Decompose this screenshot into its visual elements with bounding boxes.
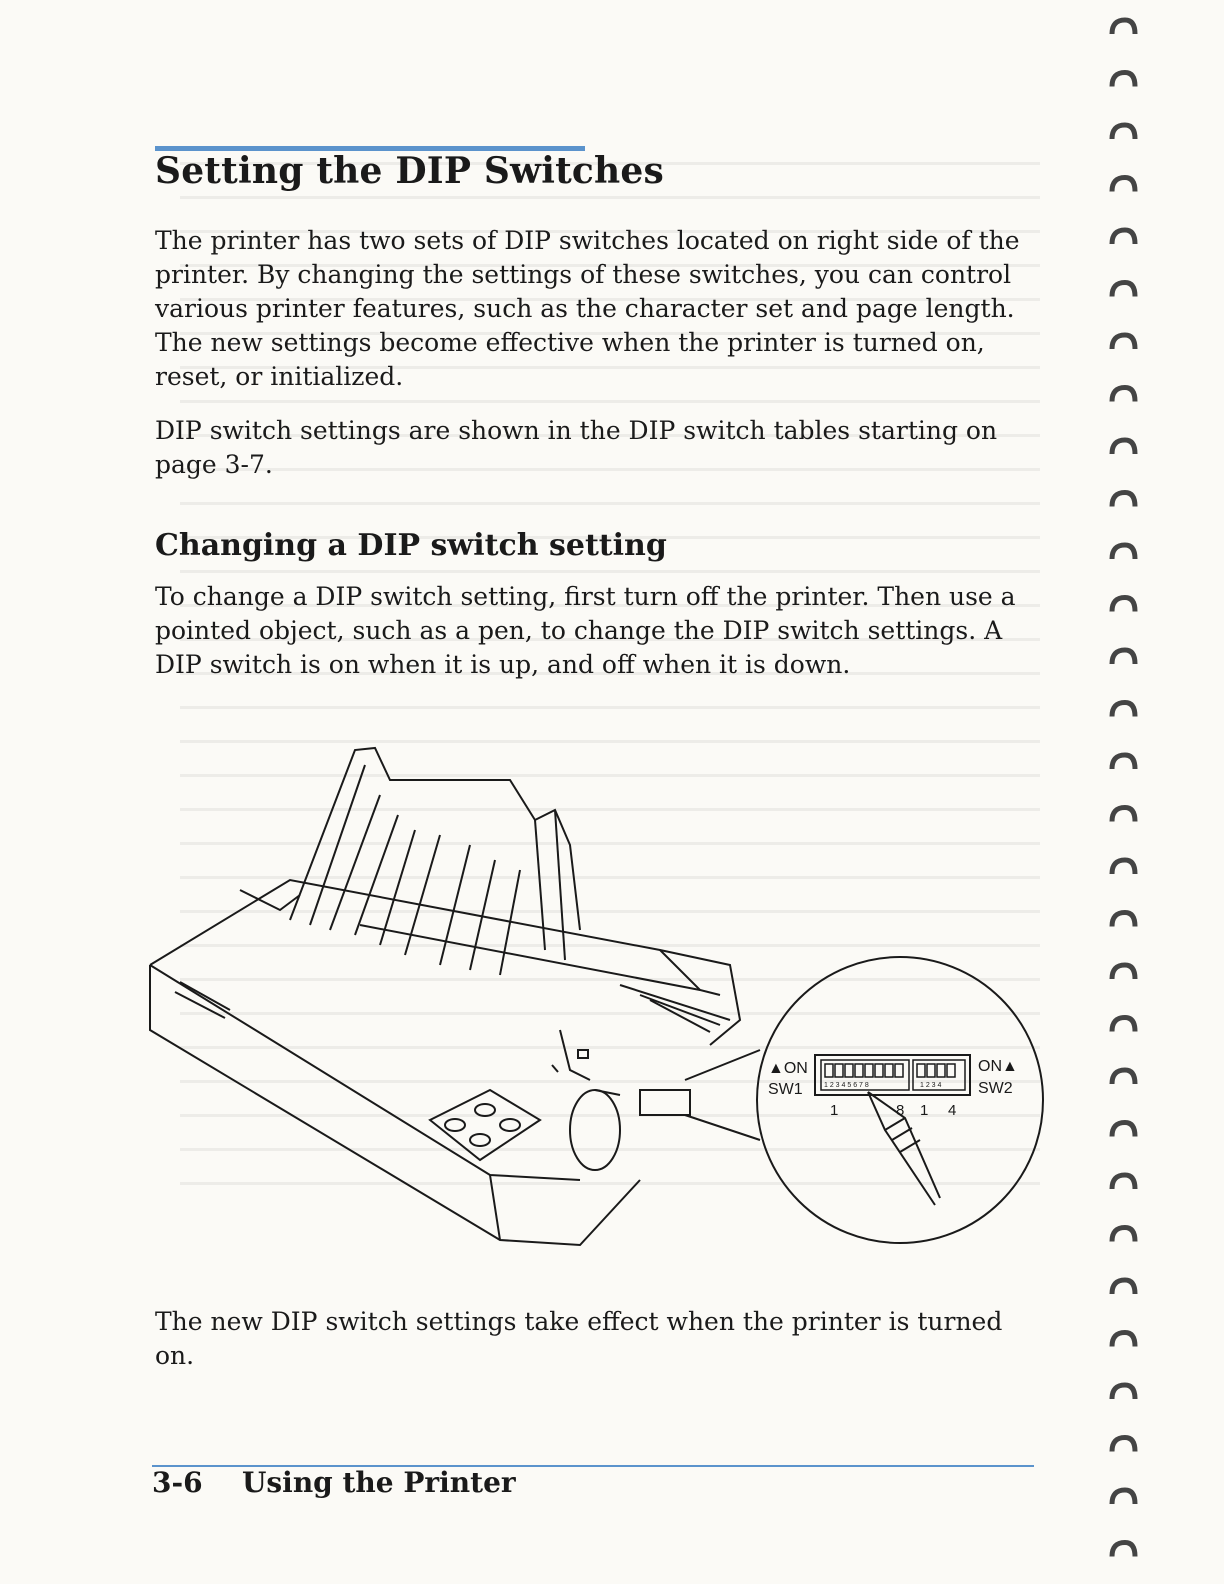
reference-paragraph: DIP switch settings are shown in the DIP switch tables starting on page 3-7. [155, 416, 998, 479]
binding-ring [1112, 1175, 1135, 1189]
sw1-first-number: 1 [830, 1102, 839, 1119]
binding-ring [1112, 20, 1135, 34]
binding-ring [1112, 1018, 1135, 1032]
binding-ring [1112, 125, 1135, 139]
binding-ring [1112, 965, 1135, 979]
binding-ring [1112, 230, 1135, 244]
binding-ring [1112, 283, 1135, 297]
magnified-view [757, 957, 1043, 1243]
binding-ring [1112, 1228, 1135, 1242]
page-number: 3-6 [152, 1466, 203, 1499]
callout-line-upper [685, 1050, 760, 1080]
printer-illustration [140, 720, 1060, 1280]
binding-ring [1112, 493, 1135, 507]
binding-ring [1112, 545, 1135, 559]
binding-ring [1112, 1280, 1135, 1294]
printer-body [150, 880, 740, 1245]
binding-ring [1112, 755, 1135, 769]
page-title: Setting the DIP Switches [155, 150, 664, 192]
instructions-paragraph: To change a DIP switch setting, first turn off the printer. Then use a pointed object, such as a pen, to change the DIP switch settings. A DIP switch is on when it is up, and off when it is down. [155, 582, 1016, 679]
sw1-on-label: ▲ON [768, 1060, 808, 1077]
sw2-last-number: 4 [948, 1102, 957, 1119]
section-heading: Changing a DIP switch setting [155, 528, 667, 563]
binding-ring [1112, 1123, 1135, 1137]
binding-ring [1112, 1333, 1135, 1347]
sw1-last-number: 8 [896, 1102, 905, 1119]
binding-ring [1112, 440, 1135, 454]
binding-ring [1112, 335, 1135, 349]
binding-ring [1112, 650, 1135, 664]
closing-paragraph: The new DIP switch settings take effect when the printer is turned on. [155, 1307, 1003, 1370]
binding-ring [1112, 388, 1135, 402]
sw1-label: SW1 [768, 1081, 803, 1098]
sw2-label: SW2 [978, 1080, 1013, 1097]
binding-ring [1112, 73, 1135, 87]
control-panel [430, 1090, 540, 1160]
binding-ring [1112, 808, 1135, 822]
dip-switch-access [640, 1090, 690, 1115]
binding-ring [1112, 1385, 1135, 1399]
binding-ring [1112, 1490, 1135, 1504]
binding-ring [1112, 178, 1135, 192]
callout-line-lower [685, 1115, 760, 1140]
binding-ring [1112, 703, 1135, 717]
binding-ring [1112, 860, 1135, 874]
section-title: Using the Printer [242, 1466, 516, 1499]
sw2-switch-numbers: 1 2 3 4 [920, 1082, 942, 1089]
binding-ring [1112, 913, 1135, 927]
binding-ring [1112, 1070, 1135, 1084]
spiral-binding [1100, 0, 1160, 1584]
binding-ring [1112, 1438, 1135, 1452]
paper-separator [290, 748, 580, 975]
platen-knob [570, 1090, 620, 1170]
intro-paragraph: The printer has two sets of DIP switches located on right side of the printer. By changing the settings of these switches, you can control various printer features, such as the character set and page length. The new settings become effective when the printer is turned on, reset, or initialized. [155, 226, 1020, 391]
binding-ring [1112, 598, 1135, 612]
sw2-on-label: ON▲ [978, 1058, 1018, 1075]
sw2-first-number: 1 [920, 1102, 929, 1119]
sw1-switch-numbers: 1 2 3 4 5 6 7 8 [824, 1082, 869, 1089]
binding-ring [1112, 1543, 1135, 1557]
page-footer [152, 1466, 516, 1499]
